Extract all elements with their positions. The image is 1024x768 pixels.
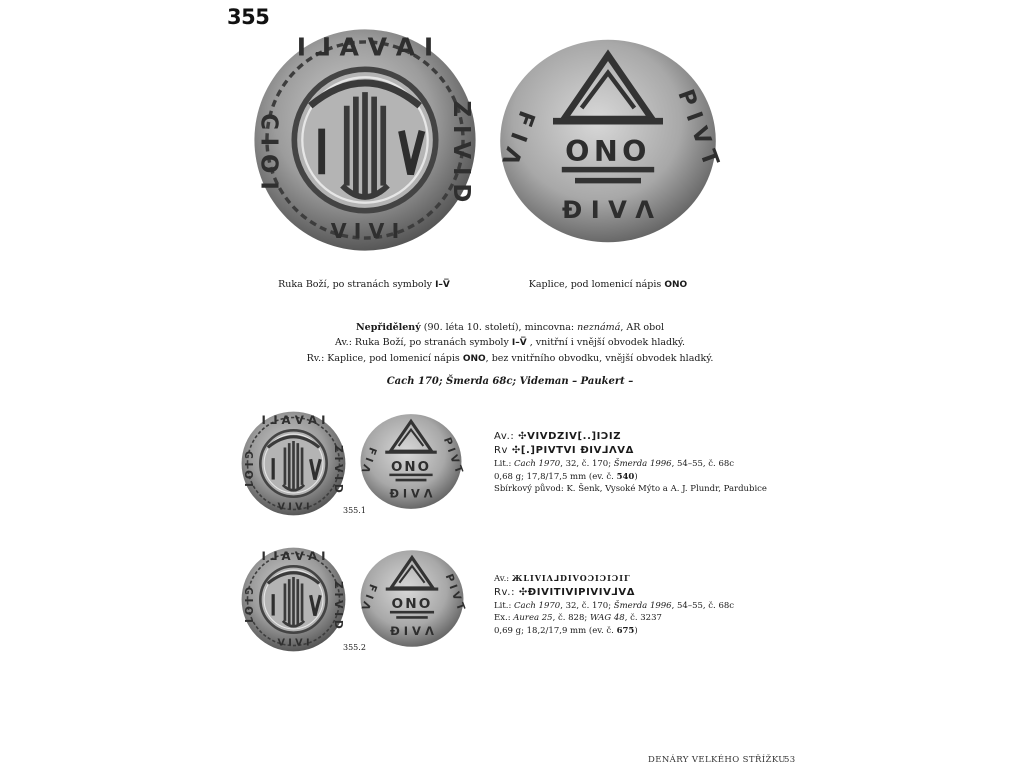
specimen-1-number: 355.1	[343, 506, 366, 515]
references-line: Cach 170; Šmerda 68c; Videman – Paukert –	[386, 376, 634, 387]
running-footer-title: DENÁRY VELKÉHO STŘÍŽKU	[648, 755, 786, 765]
type-line: Nepřidělený (90. léta 10. století), mincovna: neznámá, AR obol	[355, 322, 664, 333]
obverse-description: Av.: Ruka Boží, po stranách symboly I–V̅ , vnitřní i vnější obvodek hladký.	[334, 337, 686, 348]
specimen-1-details	[494, 430, 794, 496]
specimen-1-reverse-image	[357, 410, 465, 513]
specimen-1-av-legend: Av.: ✣VIVDZIV[..]IƆIZ	[494, 431, 622, 442]
specimen-1-weight: 0,68 g; 17,8/17,5 mm (ev. č. 540)	[494, 471, 638, 482]
obverse-caption: Ruka Boží, po stranách symboly I–V̅	[278, 279, 450, 290]
specimen-2-exhibition: Ex.: Aurea 25, č. 828; WAG 48, č. 3237	[494, 613, 662, 623]
specimen-2-reverse-image	[357, 546, 467, 651]
specimen-2-literature: Lit.: Cach 1970, 32, č. 170; Šmerda 1996, 54–55, č. 68c	[494, 600, 735, 611]
specimen-2-obverse-image	[240, 546, 347, 653]
reverse-description: Rv.: Kaplice, pod lomenicí nápis ONO, bez vnitřního obvodku, vnější obvodek hladký.	[306, 353, 714, 364]
specimen-1-provenance: Sbírkový původ: K. Šenk, Vysoké Mýto a A. J. Plundr, Pardubice	[494, 484, 767, 494]
specimen-2-details	[494, 572, 794, 637]
specimen-2-av-legend: Av.: ЖLIVIΛ⅃DIVOƆIƆIƆIΓ	[494, 573, 631, 584]
type-description	[250, 320, 770, 367]
specimen-1-literature: Lit.: Cach 1970, 32, č. 170; Šmerda 1996, 54–55, č. 68c	[494, 459, 735, 469]
reverse-caption: Kaplice, pod lomenicí nápis ONO	[528, 279, 688, 290]
specimen-2-number: 355.2	[343, 643, 366, 652]
specimen-1-obverse-image	[240, 410, 347, 517]
page-number: 53	[784, 755, 796, 765]
specimen-2-rv-legend: Rv.: ✣ÐIVITIVIPIVIV⅃VΔ	[494, 586, 636, 598]
obverse-coin-image	[251, 26, 479, 254]
reverse-coin-image	[493, 31, 723, 251]
specimen-1-rv-legend: Rv ✣[.]PIVTVI ÐIV⅃ΛVΔ	[494, 445, 634, 456]
specimen-2-weight: 0,69 g; 18,2/17,9 mm (ev. č. 675)	[494, 625, 638, 636]
catalog-number: 355	[227, 5, 270, 29]
